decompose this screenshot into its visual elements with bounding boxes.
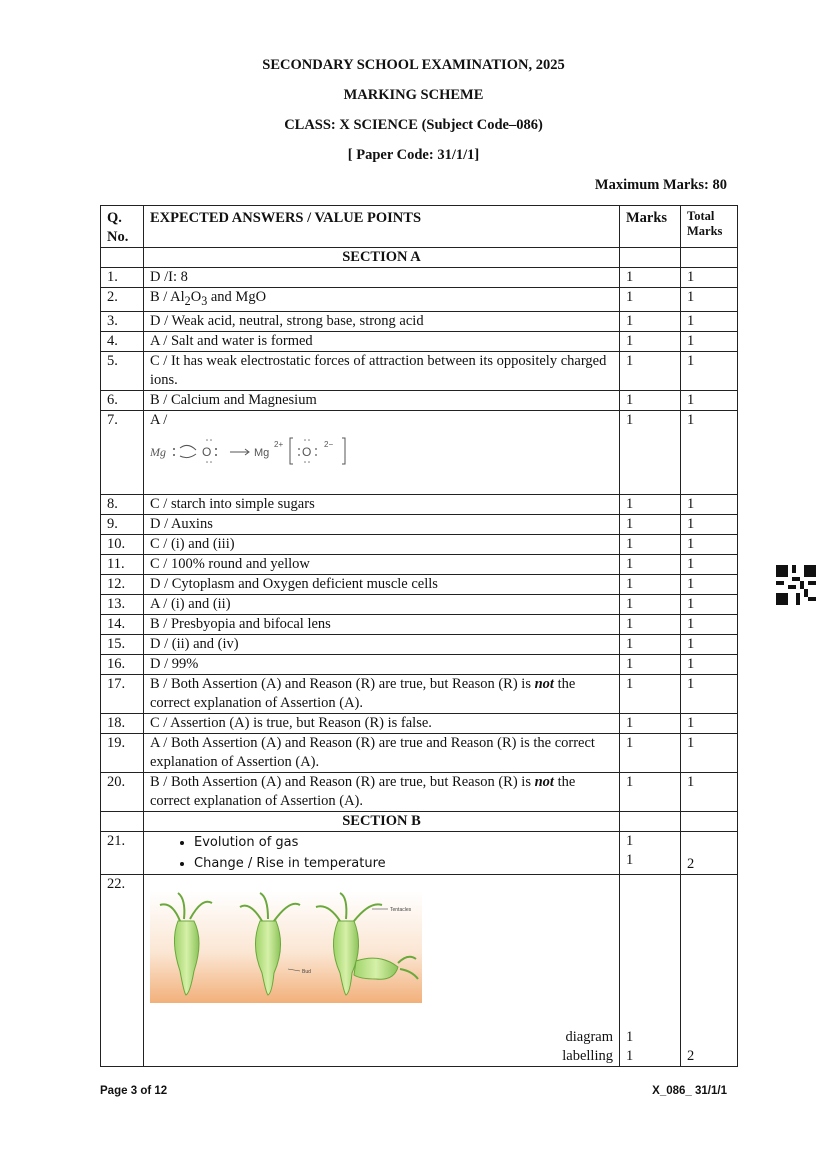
hydra-budding-diagram	[150, 891, 422, 1003]
col-header-qno: Q. No.	[101, 206, 144, 248]
q-number: 11.	[101, 554, 144, 574]
section-row	[101, 811, 738, 831]
marks: 1	[620, 713, 681, 733]
marks: 1	[620, 772, 681, 811]
table-row	[101, 331, 738, 351]
table-row	[101, 874, 738, 1066]
marks: 1	[620, 534, 681, 554]
emphasis-not: not	[534, 773, 554, 790]
marks: 1	[620, 554, 681, 574]
table-row	[101, 514, 738, 534]
mark-value: 1	[626, 1047, 634, 1064]
q-number: 21.	[101, 831, 144, 874]
fig-label-bud: Bud	[302, 968, 311, 975]
answer: C / Assertion (A) is true, but Reason (R) is false.	[144, 713, 620, 733]
total: 1	[681, 351, 738, 390]
q-number: 3.	[101, 311, 144, 331]
total: 1	[681, 594, 738, 614]
paper-code: [ Paper Code: 31/1/1]	[347, 147, 480, 163]
total: 1	[681, 390, 738, 410]
answer	[144, 831, 620, 874]
q-number: 5.	[101, 351, 144, 390]
q-number: 7.	[101, 410, 144, 494]
table-row	[101, 311, 738, 331]
page-total: 12	[154, 1085, 168, 1097]
ionic-bond-equation	[150, 434, 370, 468]
answer	[144, 288, 620, 312]
table-row	[101, 594, 738, 614]
eq-o-ion: O	[302, 444, 312, 459]
table-row	[101, 288, 738, 312]
q-number: 9.	[101, 514, 144, 534]
q-number: 6.	[101, 390, 144, 410]
marks	[620, 874, 681, 1066]
marks: 1	[620, 514, 681, 534]
bullet-item: • Change / Rise in temperature	[194, 853, 613, 874]
answer-part: O	[190, 289, 202, 305]
table-row	[101, 772, 738, 811]
total: 1	[681, 614, 738, 634]
answer: C / It has weak electrostatic forces of attraction between its oppositely charged ions.	[144, 351, 620, 390]
table-row	[101, 534, 738, 554]
marking-table	[100, 205, 738, 1067]
of-word: of	[140, 1085, 152, 1097]
answer: C / (i) and (iii)	[144, 534, 620, 554]
answer: C / starch into simple sugars	[144, 494, 620, 514]
total: 1	[681, 288, 738, 312]
q-number: 22.	[101, 874, 144, 1066]
q-number: 1.	[101, 268, 144, 288]
marks: 1	[620, 288, 681, 312]
labelling-label: labelling	[562, 1047, 613, 1064]
answer-part: B / Both Assertion (A) and Reason (R) are true, but Reason (R) is	[150, 675, 535, 692]
marks: 1	[620, 410, 681, 494]
table-row	[101, 410, 738, 494]
page-current: 3	[130, 1085, 138, 1097]
answer: D / Auxins	[144, 514, 620, 534]
q-number: 15.	[101, 634, 144, 654]
total: 1	[681, 634, 738, 654]
table-row	[101, 634, 738, 654]
exam-title: SECONDARY SCHOOL EXAMINATION, 2025	[262, 57, 565, 73]
q-number: 8.	[101, 494, 144, 514]
q-number: 14.	[101, 614, 144, 634]
table-row	[101, 351, 738, 390]
marks: 1	[620, 674, 681, 713]
total: 1	[681, 713, 738, 733]
answer: C / 100% round and yellow	[144, 554, 620, 574]
answer: D / Weak acid, neutral, strong base, strong acid	[144, 311, 620, 331]
total: 1	[681, 554, 738, 574]
marks: 1	[620, 311, 681, 331]
answer-part: B / Both Assertion (A) and Reason (R) are true, but Reason (R) is	[150, 773, 535, 790]
total: 1	[681, 674, 738, 713]
table-row	[101, 390, 738, 410]
answer-part: and MgO	[207, 289, 267, 305]
eq-o-atom-left: O	[202, 444, 212, 459]
table-row	[101, 831, 738, 874]
answer: D / 99%	[144, 654, 620, 674]
table-row	[101, 574, 738, 594]
section-b-heading: SECTION B	[144, 811, 620, 831]
mark-value: 1	[626, 832, 634, 849]
answer-part: the correct explanation of Assertion (A).	[150, 675, 576, 711]
answer: A / Salt and water is formed	[144, 331, 620, 351]
table-row	[101, 713, 738, 733]
marking-scheme-title: MARKING SCHEME	[343, 87, 484, 103]
marks: 1	[620, 733, 681, 772]
mark-value: 1	[626, 1028, 634, 1045]
marks: 1	[620, 390, 681, 410]
marks: 1	[620, 268, 681, 288]
marks: 1	[620, 331, 681, 351]
col-header-marks: Marks	[620, 206, 681, 248]
total: 1	[681, 494, 738, 514]
answer	[144, 874, 620, 1066]
table-row	[101, 674, 738, 713]
q-number: 4.	[101, 331, 144, 351]
marks: 1	[620, 634, 681, 654]
table-row	[101, 614, 738, 634]
total: 1	[681, 514, 738, 534]
answer	[144, 674, 620, 713]
table-row	[101, 654, 738, 674]
total: 1	[681, 654, 738, 674]
answer: B / Calcium and Magnesium	[144, 390, 620, 410]
total: 1	[681, 268, 738, 288]
mark-value: 1	[626, 851, 634, 868]
eq-mg-charge: 2+	[274, 439, 284, 449]
total: 2	[681, 874, 738, 1066]
q-number: 13.	[101, 594, 144, 614]
q-number: 19.	[101, 733, 144, 772]
table-row	[101, 494, 738, 514]
answer: A / Both Assertion (A) and Reason (R) are true and Reason (R) is the correct explanation of Assertion (A).	[144, 733, 620, 772]
total: 1	[681, 534, 738, 554]
answer-part: B / Al	[150, 289, 185, 305]
subscript: 2	[184, 293, 191, 308]
answer	[144, 410, 620, 494]
page-word: Page	[100, 1085, 128, 1097]
bullet-list	[150, 832, 613, 874]
q-number: 17.	[101, 674, 144, 713]
marks: 1	[620, 574, 681, 594]
marks: 1	[620, 594, 681, 614]
total: 1	[681, 311, 738, 331]
eq-o-charge: 2−	[324, 439, 334, 449]
marks: 1	[620, 494, 681, 514]
answer-option: A /	[150, 411, 168, 428]
total: 2	[681, 831, 738, 874]
subscript: 3	[201, 293, 208, 308]
total: 1	[681, 733, 738, 772]
table-row	[101, 554, 738, 574]
paper-code-footer: X_086_ 31/1/1	[652, 1085, 727, 1097]
answer: B / Presbyopia and bifocal lens	[144, 614, 620, 634]
total: 1	[681, 410, 738, 494]
labels-block	[562, 1028, 613, 1066]
table-row	[101, 268, 738, 288]
marks: 1	[620, 654, 681, 674]
q-number: 10.	[101, 534, 144, 554]
eq-mg-atom: Mg	[150, 444, 166, 459]
marks: 1	[620, 351, 681, 390]
emphasis-not: not	[534, 675, 554, 692]
eq-mg-ion: Mg	[254, 446, 270, 459]
marks	[620, 831, 681, 874]
answer-part: the correct explanation of Assertion (A).	[150, 773, 576, 809]
total: 1	[681, 772, 738, 811]
table-row	[101, 733, 738, 772]
marks: 1	[620, 614, 681, 634]
answer: D / (ii) and (iv)	[144, 634, 620, 654]
total: 1	[681, 331, 738, 351]
section-row	[101, 248, 738, 268]
class-subject-line: CLASS: X SCIENCE (Subject Code–086)	[284, 117, 543, 133]
answer: D / Cytoplasm and Oxygen deficient muscle cells	[144, 574, 620, 594]
answer: D /I: 8	[144, 268, 620, 288]
q-number: 18.	[101, 713, 144, 733]
page-number	[100, 1085, 167, 1097]
maximum-marks: Maximum Marks: 80	[594, 177, 727, 193]
section-a-heading: SECTION A	[144, 248, 620, 268]
q-number: 2.	[101, 288, 144, 312]
col-header-total: Total Marks	[681, 206, 738, 248]
col-header-answers: EXPECTED ANSWERS / VALUE POINTS	[144, 206, 620, 248]
total: 1	[681, 574, 738, 594]
q-number: 12.	[101, 574, 144, 594]
qr-code-icon	[776, 565, 816, 605]
table-header-row	[101, 206, 738, 248]
bullet-item: • Evolution of gas	[194, 832, 613, 853]
answer	[144, 772, 620, 811]
answer: A / (i) and (ii)	[144, 594, 620, 614]
diagram-label: diagram	[565, 1028, 613, 1045]
q-number: 16.	[101, 654, 144, 674]
fig-label-tentacles: Tentacles	[390, 906, 412, 913]
q-number: 20.	[101, 772, 144, 811]
